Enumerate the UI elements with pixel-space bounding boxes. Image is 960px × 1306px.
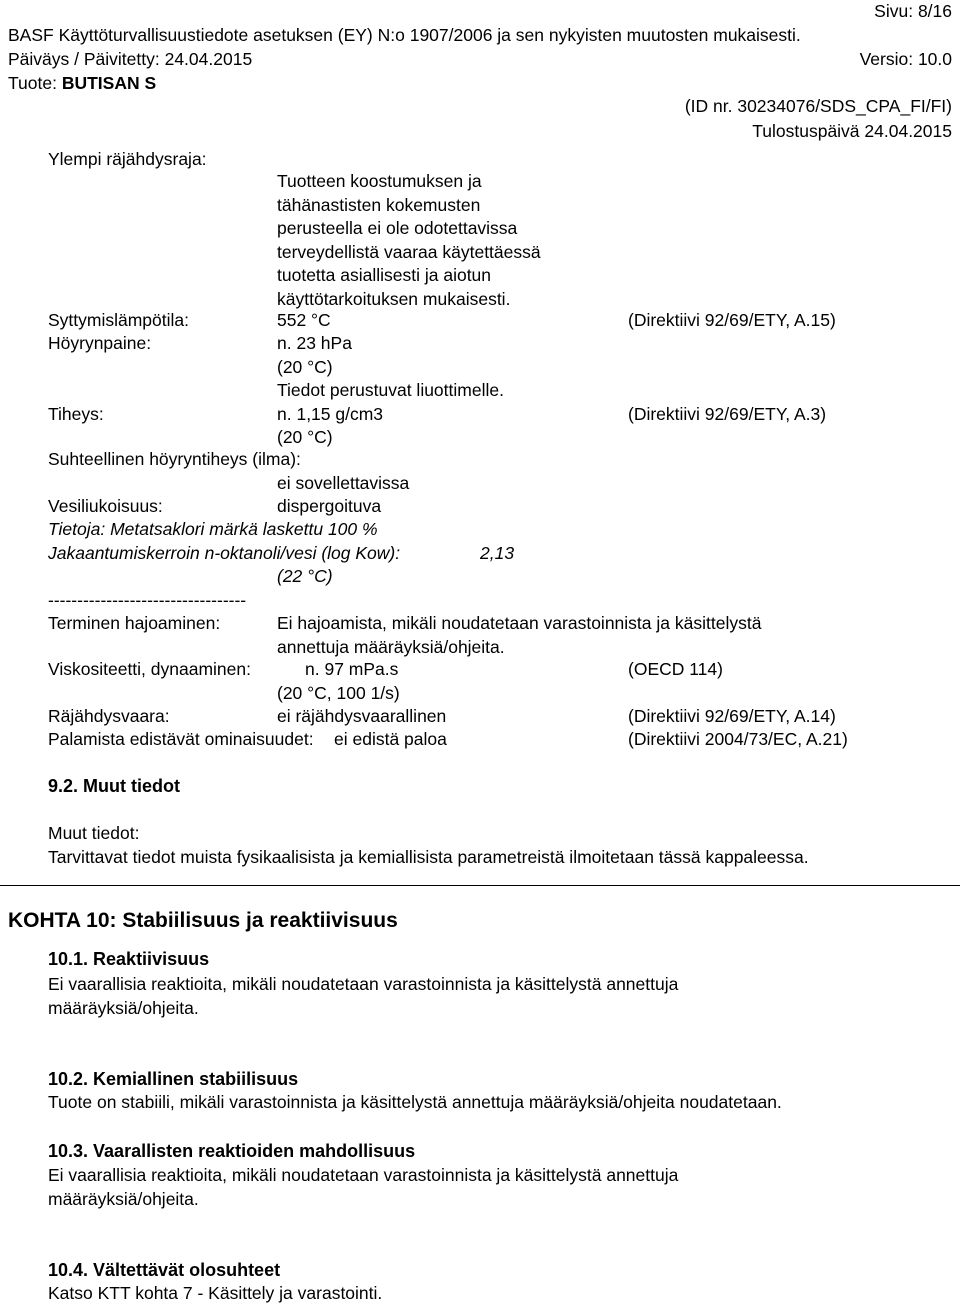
section-10-2-heading: 10.2. Kemiallinen stabiilisuus	[48, 1069, 299, 1089]
section-10-heading: KOHTA 10: Stabiilisuus ja reaktiivisuus	[8, 909, 398, 932]
explosion-value: ei räjähdysvaarallinen	[277, 706, 447, 726]
section-9-2-heading: 9.2. Muut tiedot	[48, 776, 180, 796]
other-info-text: Tarvittavat tiedot muista fysikaalisista ja kemiallisista parametreistä ilmoitetaan tässä kappaleessa.	[48, 847, 809, 867]
revision-date: Päiväys / Päivitetty: 24.04.2015	[8, 49, 253, 69]
upper-explosion-label: Ylempi räjähdysraja:	[48, 149, 207, 169]
ignition-label: Syttymislämpötila:	[48, 310, 190, 330]
document-id: (ID nr. 30234076/SDS_CPA_FI/FI)	[684, 96, 952, 116]
explosion-ref: (Direktiivi 92/69/ETY, A.14)	[628, 706, 836, 726]
density-temp: (20 °C)	[277, 427, 333, 447]
oxidising-label: Palamista edistävät ominaisuudet:	[48, 729, 314, 749]
thermal-value-1: Ei hajoamista, mikäli noudatetaan varastoinnista ja käsittelystä	[277, 613, 762, 633]
thermal-value-2: annettuja määräyksiä/ohjeita.	[277, 637, 505, 657]
thermal-label: Terminen hajoaminen:	[48, 613, 221, 633]
vapour-pressure-temp: (20 °C)	[277, 357, 333, 377]
section-divider	[0, 885, 960, 886]
upper-explosion-note: Tuotteen koostumuksen ja tähänastisten kokemusten perusteella ei ole odotettavissa terveydellistä vaaraa käytettäessä tuotetta asiallisesti ja aiotun käyttötarkoituksen mukaisesti.	[277, 171, 541, 309]
product-name: BUTISAN S	[61, 73, 157, 93]
partition-temp: (22 °C)	[277, 566, 333, 586]
info-note: Tietoja: Metatsaklori märkä laskettu 100 %	[48, 519, 378, 539]
product-label: Tuote:	[8, 73, 62, 93]
separator-line: ----------------------------------	[48, 590, 247, 610]
ignition-value: 552 °C	[277, 310, 331, 330]
other-info-label: Muut tiedot:	[48, 823, 140, 843]
density-value: n. 1,15 g/cm3	[277, 404, 384, 424]
version: Versio: 10.0	[859, 49, 952, 69]
partition-value: 2,13	[480, 543, 515, 563]
section-10-2-text: Tuote on stabiili, mikäli varastoinnista ja käsittelystä annettuja määräyksiä/ohjeita noudatetaan.	[48, 1092, 782, 1112]
relative-vapour-value: ei sovellettavissa	[277, 473, 410, 493]
document-title: BASF Käyttöturvallisuustiedote asetuksen (EY) N:o 1907/2006 ja sen nykyisten muutosten mukaisesti.	[8, 25, 801, 45]
solubility-value: dispergoituva	[277, 496, 382, 516]
print-date: Tulostuspäivä 24.04.2015	[752, 121, 952, 141]
solubility-label: Vesiliukoisuus:	[48, 496, 163, 516]
product-line	[8, 73, 156, 93]
oxidising-ref: (Direktiivi 2004/73/EC, A.21)	[628, 729, 848, 749]
section-10-4-heading: 10.4. Vältettävät olosuhteet	[48, 1260, 281, 1280]
viscosity-value: n. 97 mPa.s	[305, 659, 399, 679]
section-10-1-text: Ei vaarallisia reaktioita, mikäli noudatetaan varastoinnista ja käsittelystä annettuja määräyksiä/ohjeita.	[48, 974, 679, 1018]
section-10-3-heading: 10.3. Vaarallisten reaktioiden mahdollisuus	[48, 1141, 416, 1161]
viscosity-label: Viskositeetti, dynaaminen:	[48, 659, 251, 679]
explosion-label: Räjähdysvaara:	[48, 706, 170, 726]
partition-label: Jakaantumiskerroin n-oktanoli/vesi (log Kow):	[48, 543, 401, 563]
page-number: Sivu: 8/16	[874, 1, 952, 21]
vapour-pressure-value: n. 23 hPa	[277, 333, 352, 353]
ignition-ref: (Direktiivi 92/69/ETY, A.15)	[628, 310, 836, 330]
viscosity-ref: (OECD 114)	[628, 659, 723, 679]
section-10-4-text: Katso KTT kohta 7 - Käsittely ja varastointi.	[48, 1283, 383, 1303]
oxidising-value: ei edistä paloa	[334, 729, 447, 749]
viscosity-conditions: (20 °C, 100 1/s)	[277, 683, 400, 703]
relative-vapour-label: Suhteellinen höyryntiheys (ilma):	[48, 449, 301, 469]
vapour-pressure-note: Tiedot perustuvat liuottimelle.	[277, 380, 504, 400]
vapour-pressure-label: Höyrynpaine:	[48, 333, 152, 353]
density-ref: (Direktiivi 92/69/ETY, A.3)	[628, 404, 827, 424]
section-10-1-heading: 10.1. Reaktiivisuus	[48, 949, 210, 969]
density-label: Tiheys:	[48, 404, 104, 424]
section-10-3-text: Ei vaarallisia reaktioita, mikäli noudatetaan varastoinnista ja käsittelystä annettuja määräyksiä/ohjeita.	[48, 1165, 679, 1209]
